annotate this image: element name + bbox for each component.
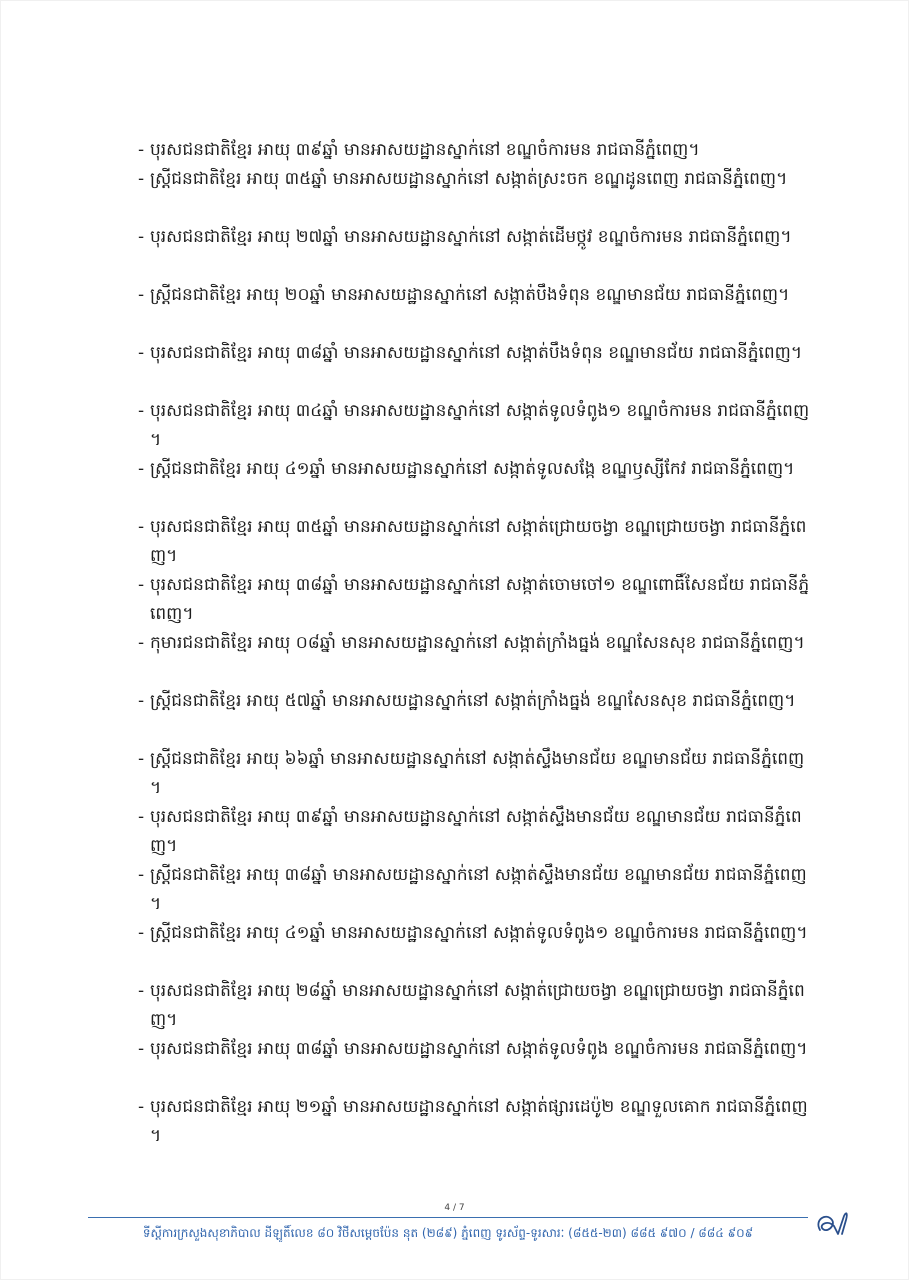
signature-initials (812, 1206, 862, 1242)
list-item (138, 629, 814, 687)
list-item (138, 745, 814, 803)
bullet-dash: - (138, 1039, 145, 1059)
bullet-dash: - (138, 633, 145, 653)
entry-text: បុរសជនជាតិខ្មែរ អាយុ ២៨ឆ្នាំ មានអាសយដ្ឋានស្នាក់នៅ សង្កាត់ជ្រោយចង្វា ខណ្ឌជ្រោយចង្វា រាជធានីភ្នំពេញ។ (150, 981, 805, 1030)
entry-text: បុរសជនជាតិខ្មែរ អាយុ ៣៩ឆ្នាំ មានអាសយដ្ឋានស្នាក់នៅ ខណ្ឌចំការមន រាជធានីភ្នំពេញ។ (150, 140, 700, 160)
bullet-dash: - (138, 749, 145, 769)
entry-text: បុរសជនជាតិខ្មែរ អាយុ ៣៩ឆ្នាំ មានអាសយដ្ឋានស្នាក់នៅ សង្កាត់ស្ទឹងមានជ័យ ខណ្ឌមានជ័យ រាជធានីភ្នំពេញ។ (150, 807, 802, 856)
list-item (138, 165, 814, 223)
bullet-dash: - (138, 575, 145, 595)
entry-text: ស្ត្រីជនជាតិខ្មែរ អាយុ ២០ឆ្នាំ មានអាសយដ្ឋានស្នាក់នៅ សង្កាត់បឹងទំពុន ខណ្ឌមានជ័យ រាជធានីភ្នំពេញ។ (150, 285, 790, 305)
list-item (138, 1093, 814, 1151)
list-item (138, 977, 814, 1035)
bullet-dash: - (138, 1097, 145, 1117)
document-body (138, 136, 814, 1151)
entry-text: បុរសជនជាតិខ្មែរ អាយុ ២១ឆ្នាំ មានអាសយដ្ឋានស្នាក់នៅ សង្កាត់ផ្សារដេប៉ូ២ ខណ្ឌទួលគោក រាជធានីភ្នំពេញ។ (150, 1097, 808, 1146)
footer-divider (88, 1217, 808, 1218)
bullet-dash: - (138, 865, 145, 885)
list-item (138, 397, 814, 455)
list-item (138, 136, 814, 165)
page-number: 4 / 7 (444, 1203, 465, 1213)
footer-address: ទីស្តីការក្រសួងសុខាភិបាល ដីឡូតិ៍លេខ ៨០ វិថីសម្តេចប៉ែន នុត (២៨៩) ភ្នំពេញ ទូរស័ព្ទ-ទូរសារៈ (៨៥៥-២៣) ៨៨៥ ៩៧០ / ៨៨៤ ៩០៩ (142, 1226, 754, 1240)
entry-text: កុមារជនជាតិខ្មែរ អាយុ ០៨ឆ្នាំ មានអាសយដ្ឋានស្នាក់នៅ សង្កាត់ក្រាំងធ្នង់ ខណ្ឌសែនសុខ រាជធានីភ្នំពេញ។ (150, 633, 805, 653)
entry-text: ស្ត្រីជនជាតិខ្មែរ អាយុ ៦៦ឆ្នាំ មានអាសយដ្ឋានស្នាក់នៅ សង្កាត់ស្ទឹងមានជ័យ ខណ្ឌមានជ័យ រាជធានីភ្នំពេញ។ (150, 749, 805, 798)
list-item (138, 339, 814, 397)
entry-text: បុរសជនជាតិខ្មែរ អាយុ ៣៨ឆ្នាំ មានអាសយដ្ឋានស្នាក់នៅ សង្កាត់ចោមចៅ១ ខណ្ឌពោធិ៍សែនជ័យ រាជធានីភ្នំពេញ។ (150, 575, 810, 624)
bullet-dash: - (138, 517, 145, 537)
bullet-dash: - (138, 691, 145, 711)
bullet-dash: - (138, 401, 145, 421)
bullet-dash: - (138, 807, 145, 827)
list-item (138, 571, 814, 629)
list-item (138, 455, 814, 513)
entry-text: បុរសជនជាតិខ្មែរ អាយុ ៣៤ឆ្នាំ មានអាសយដ្ឋានស្នាក់នៅ សង្កាត់ទូលទំពូង១ ខណ្ឌចំការមន រាជធានីភ្នំពេញ។ (150, 401, 810, 450)
list-item (138, 687, 814, 745)
list-item (138, 513, 814, 571)
entry-text: ស្ត្រីជនជាតិខ្មែរ អាយុ ៤១ឆ្នាំ មានអាសយដ្ឋានស្នាក់នៅ សង្កាត់ទូលសង្កែ ខណ្ឌឫស្សីកែវ រាជធានីភ្នំពេញ។ (150, 459, 795, 479)
entry-text: បុរសជនជាតិខ្មែរ អាយុ ៣៨ឆ្នាំ មានអាសយដ្ឋានស្នាក់នៅ សង្កាត់ទូលទំពូង ខណ្ឌចំការមន រាជធានីភ្នំពេញ។ (150, 1039, 808, 1059)
bullet-dash: - (138, 923, 145, 943)
entry-text: បុរសជនជាតិខ្មែរ អាយុ ៣៥ឆ្នាំ មានអាសយដ្ឋានស្នាក់នៅ សង្កាត់ជ្រោយចង្វា ខណ្ឌជ្រោយចង្វា រាជធានីភ្នំពេញ។ (150, 517, 807, 566)
entry-text: ស្ត្រីជនជាតិខ្មែរ អាយុ ៥៧ឆ្នាំ មានអាសយដ្ឋានស្នាក់នៅ សង្កាត់ក្រាំងធ្នង់ ខណ្ឌសែនសុខ រាជធានីភ្នំពេញ។ (150, 691, 796, 711)
bullet-dash: - (138, 227, 145, 247)
list-item (138, 861, 814, 919)
list-item (138, 803, 814, 861)
entry-text: ស្ត្រីជនជាតិខ្មែរ អាយុ ៤១ឆ្នាំ មានអាសយដ្ឋានស្នាក់នៅ សង្កាត់ទូលទំពូង១ ខណ្ឌចំការមន រាជធានីភ្នំពេញ។ (150, 923, 808, 943)
list-item (138, 223, 814, 281)
entry-text: បុរសជនជាតិខ្មែរ អាយុ ៣៨ឆ្នាំ មានអាសយដ្ឋានស្នាក់នៅ សង្កាត់បឹងទំពុន ខណ្ឌមានជ័យ រាជធានីភ្នំពេញ។ (150, 343, 803, 363)
bullet-dash: - (138, 343, 145, 363)
bullet-dash: - (138, 981, 145, 1001)
list-item (138, 919, 814, 977)
entry-text: ស្ត្រីជនជាតិខ្មែរ អាយុ ៣៨ឆ្នាំ មានអាសយដ្ឋានស្នាក់នៅ សង្កាត់ស្ទឹងមានជ័យ ខណ្ឌមានជ័យ រាជធានីភ្នំពេញ។ (150, 865, 807, 914)
bullet-dash: - (138, 140, 145, 160)
list-item (138, 281, 814, 339)
bullet-dash: - (138, 169, 145, 189)
bullet-dash: - (138, 285, 145, 305)
entry-text: ស្ត្រីជនជាតិខ្មែរ អាយុ ៣៥ឆ្នាំ មានអាសយដ្ឋានស្នាក់នៅ សង្កាត់ស្រះចក ខណ្ឌដូនពេញ រាជធានីភ្នំពេញ។ (150, 169, 788, 189)
entry-text: បុរសជនជាតិខ្មែរ អាយុ ២៧ឆ្នាំ មានអាសយដ្ឋានស្នាក់នៅ សង្កាត់ដើមថ្កូវ ខណ្ឌចំការមន រាជធានីភ្នំពេញ។ (150, 227, 792, 247)
bullet-dash: - (138, 459, 145, 479)
list-item (138, 1035, 814, 1093)
